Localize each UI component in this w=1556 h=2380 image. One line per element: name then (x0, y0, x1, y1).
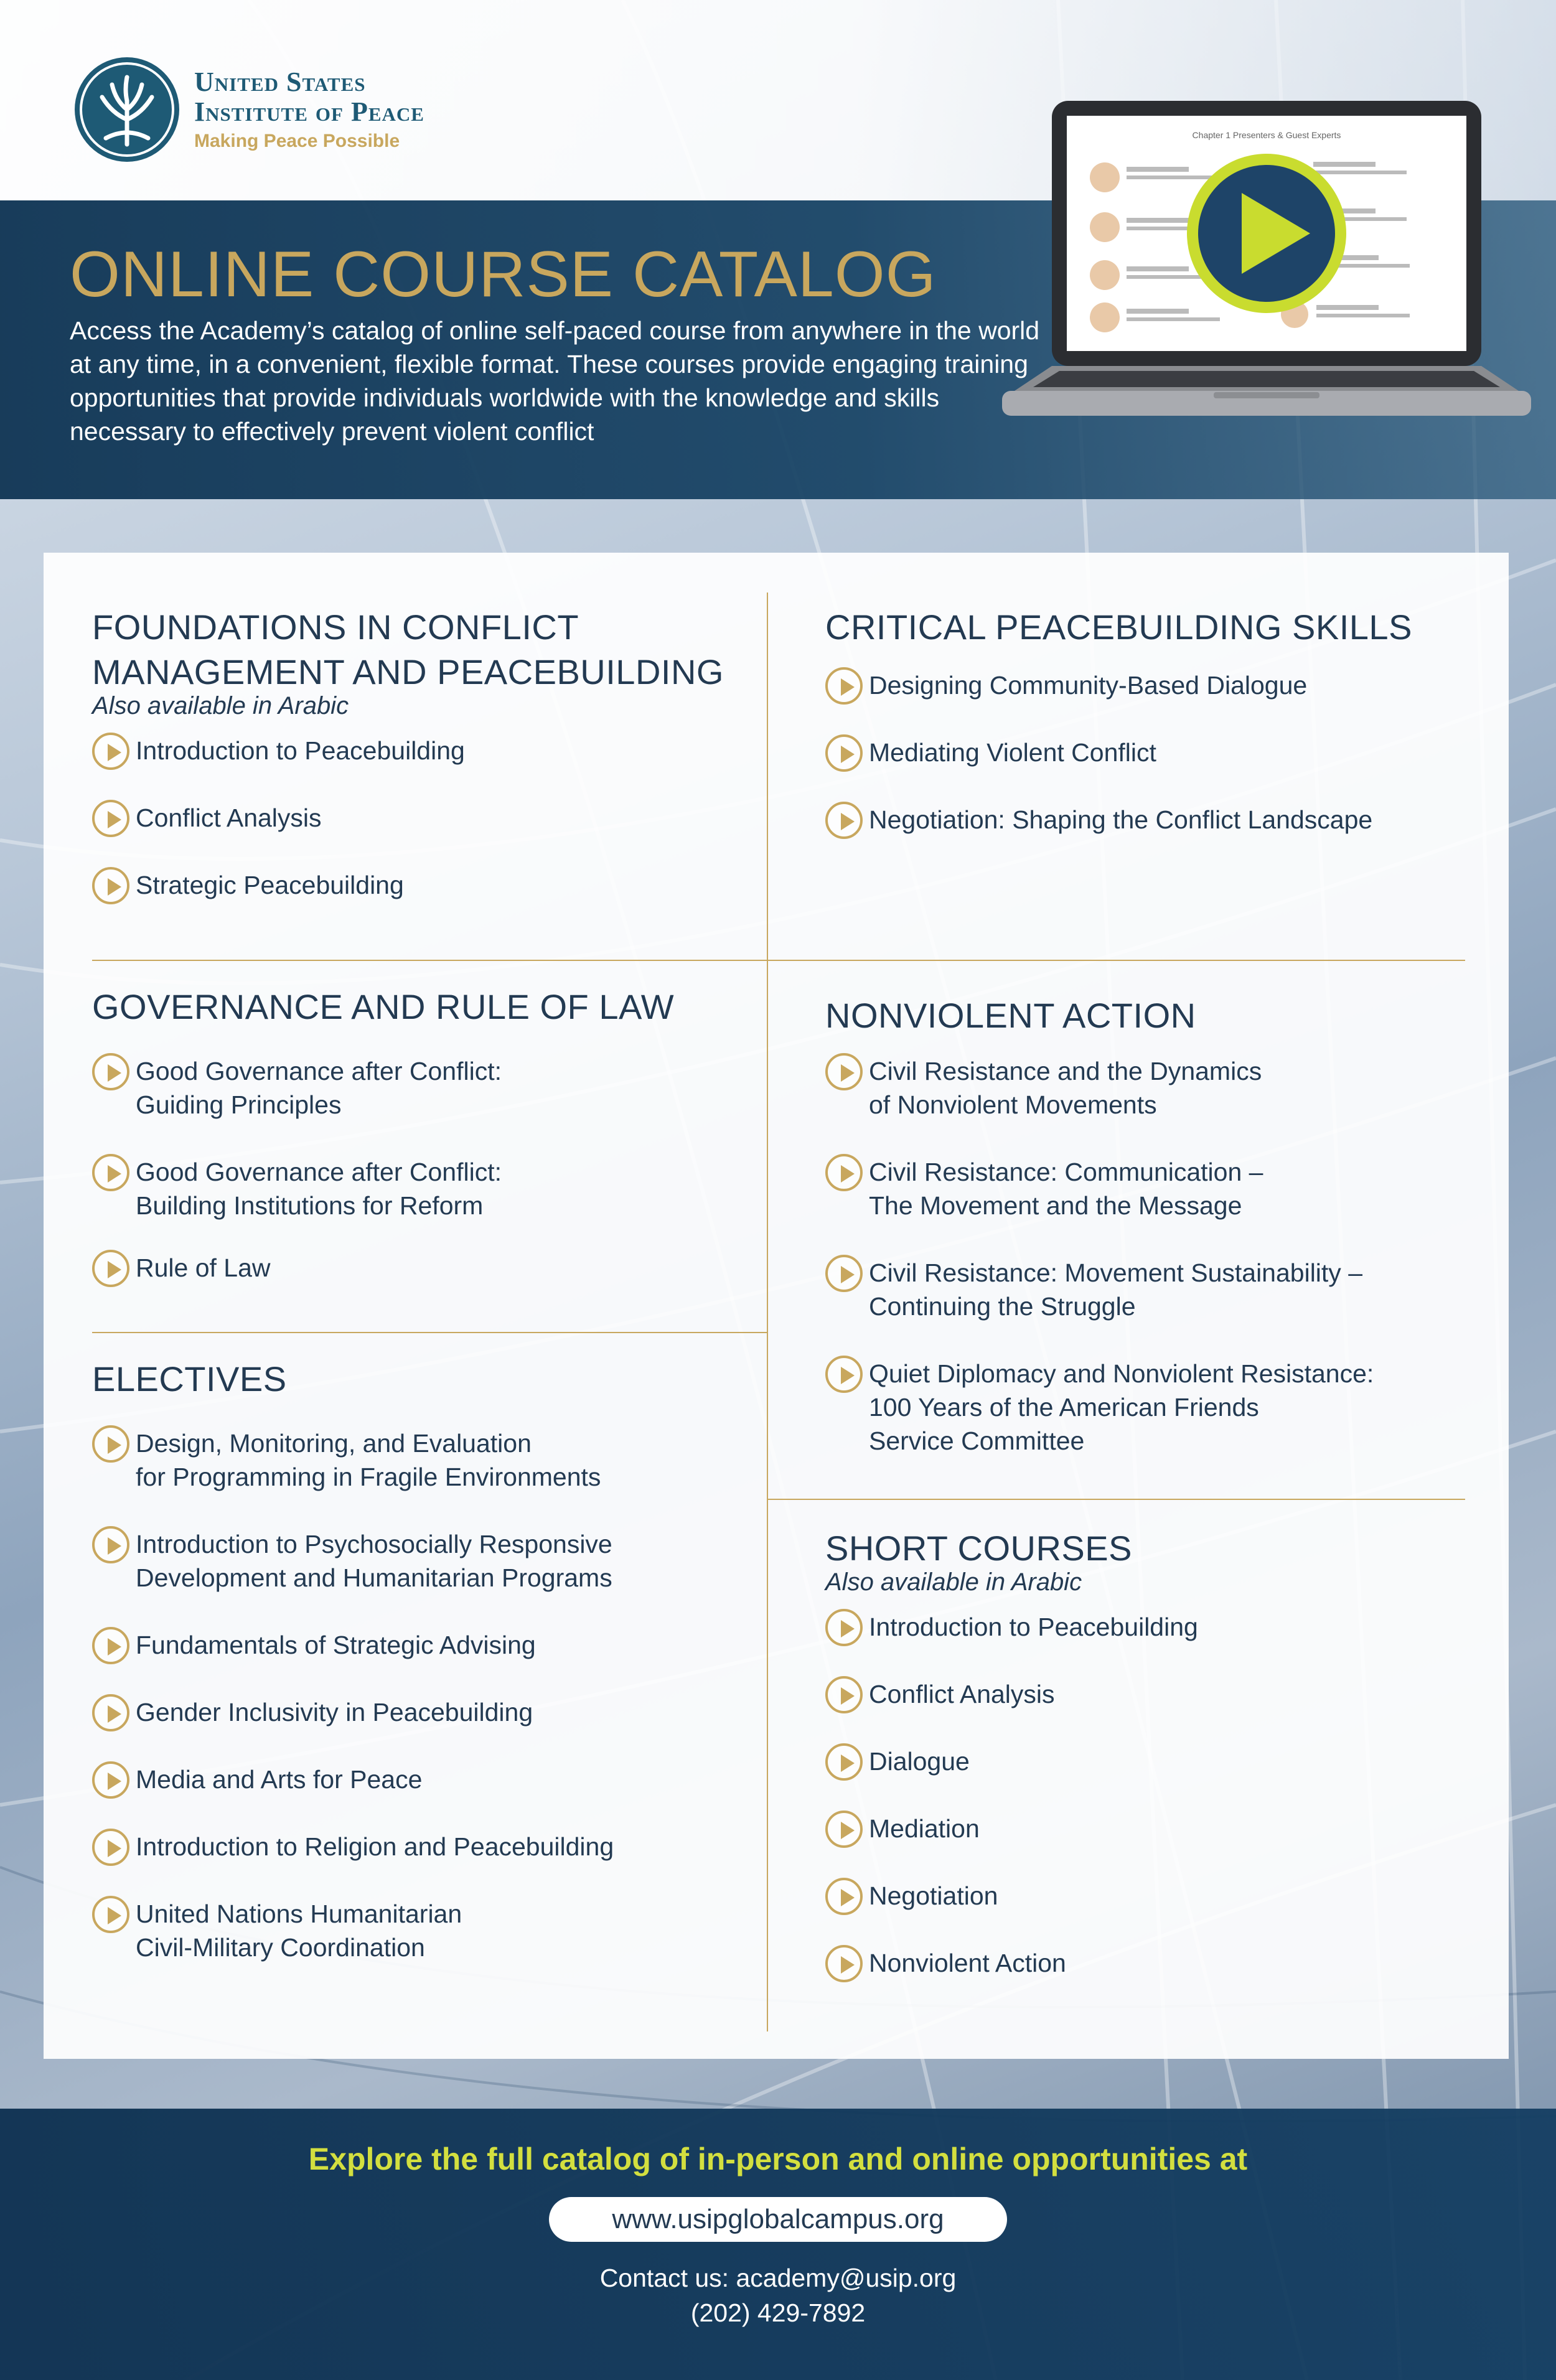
course-item[interactable] (92, 1628, 752, 1695)
column-divider (767, 593, 768, 2031)
play-icon (825, 802, 863, 839)
course-label: Civil Resistance: Movement Sustainability – (869, 1258, 1362, 1287)
play-icon (825, 667, 863, 705)
play-icon (92, 867, 129, 904)
course-item[interactable] (92, 1897, 752, 1964)
play-icon (92, 1250, 129, 1287)
course-label: United Nations Humanitarian (136, 1900, 462, 1928)
usip-seal-icon (75, 57, 179, 162)
section-short-courses (825, 1526, 1466, 2013)
play-icon (92, 1896, 129, 1933)
course-item[interactable] (825, 1155, 1466, 1256)
catalog-url-link[interactable]: www.usipglobalcampus.org (549, 2197, 1007, 2242)
play-icon (825, 1154, 863, 1191)
course-label: Good Governance after Conflict: (136, 1158, 502, 1186)
course-label: Mediating Violent Conflict (869, 738, 1156, 767)
course-item[interactable] (92, 1427, 752, 1527)
course-label: Nonviolent Action (869, 1949, 1066, 1977)
course-label: Civil-Military Coordination (136, 1933, 425, 1962)
section-critical-skills (825, 605, 1466, 870)
course-label: Negotiation: Shaping the Conflict Landscape (869, 805, 1373, 834)
course-label: Introduction to Peacebuilding (136, 736, 465, 765)
course-item[interactable] (825, 736, 1466, 803)
brand-name-line2: Institute of Peace (194, 96, 424, 127)
section-title: ELECTIVES (92, 1359, 287, 1398)
brand-tagline: Making Peace Possible (194, 131, 400, 151)
course-item[interactable] (92, 801, 752, 868)
contact-phone[interactable]: (202) 429-7892 (690, 2298, 866, 2327)
section-title: SHORT COURSES (825, 1529, 1132, 1568)
course-label: Design, Monitoring, and Evaluation (136, 1429, 532, 1458)
course-label: Negotiation (869, 1881, 998, 1910)
play-icon (92, 1154, 129, 1191)
course-label: of Nonviolent Movements (869, 1090, 1157, 1119)
course-label: The Movement and the Message (869, 1191, 1242, 1220)
course-label: Rule of Law (136, 1253, 271, 1282)
section-title: NONVIOLENT ACTION (825, 996, 1196, 1035)
course-label: Civil Resistance: Communication – (869, 1158, 1263, 1186)
play-icon (92, 1694, 129, 1731)
play-icon (92, 1829, 129, 1866)
brand-name-line1: United States (194, 67, 366, 97)
contact-email[interactable]: Contact us: academy@usip.org (599, 2264, 957, 2292)
course-label: Designing Community-Based Dialogue (869, 671, 1308, 700)
course-label: Conflict Analysis (136, 803, 322, 832)
course-label: Mediation (869, 1814, 980, 1843)
course-label: Introduction to Religion and Peacebuilding (136, 1832, 614, 1861)
course-label: Fundamentals of Strategic Advising (136, 1631, 536, 1659)
section-title: CRITICAL PEACEBUILDING SKILLS (825, 607, 1412, 647)
course-label: Building Institutions for Reform (136, 1191, 484, 1220)
row-divider-right (767, 1499, 1465, 1500)
section-subtitle: Also available in Arabic (825, 1568, 1082, 1596)
section-title: GOVERNANCE AND RULE OF LAW (92, 987, 675, 1026)
play-icon (92, 1526, 129, 1563)
course-label: Civil Resistance and the Dynamics (869, 1057, 1262, 1085)
course-item[interactable] (825, 1946, 1466, 2013)
play-icon (92, 1761, 129, 1799)
course-item[interactable] (825, 1677, 1466, 1745)
play-icon (825, 1945, 863, 1982)
course-item[interactable] (92, 1251, 752, 1287)
course-label: Dialogue (869, 1747, 970, 1776)
section-governance (92, 985, 752, 1287)
course-item[interactable] (92, 734, 752, 801)
course-label: Continuing the Struggle (869, 1292, 1136, 1321)
course-video-laptop[interactable] (1002, 100, 1531, 461)
hero-description: Access the Academy’s catalog of online self-paced course from anywhere in the world at any time, in a convenient, flexible format. These courses provide engaging training opportunities that provide individuals worldwide with the knowledge and skills necessary to effectively prevent violent conflict (70, 316, 1040, 446)
course-item[interactable] (825, 1054, 1466, 1155)
course-item[interactable] (92, 1527, 752, 1628)
row-divider-1 (92, 960, 1465, 961)
course-item[interactable] (825, 668, 1466, 736)
play-icon (825, 734, 863, 772)
laptop-screen-heading: Chapter 1 Presenters & Guest Experts (1192, 130, 1341, 140)
play-icon (92, 1053, 129, 1090)
section-title: MANAGEMENT AND PEACEBUILDING (92, 652, 724, 691)
course-label: Gender Inclusivity in Peacebuilding (136, 1698, 533, 1726)
play-icon (825, 1255, 863, 1292)
course-item[interactable] (825, 1745, 1466, 1812)
course-label: Introduction to Peacebuilding (869, 1613, 1198, 1641)
row-divider-left (92, 1332, 767, 1333)
course-label: Guiding Principles (136, 1090, 342, 1119)
footer-cta: Explore the full catalog of in-person and online opportunities at (308, 2142, 1248, 2176)
play-icon (92, 733, 129, 770)
course-item[interactable] (92, 1054, 752, 1155)
play-icon (825, 1743, 863, 1781)
play-icon (825, 1609, 863, 1646)
course-item[interactable] (92, 1695, 752, 1763)
play-icon (825, 1676, 863, 1713)
play-icon (825, 1811, 863, 1848)
section-electives (92, 1357, 752, 1964)
section-foundations (92, 605, 752, 935)
course-label: Good Governance after Conflict: (136, 1057, 502, 1085)
course-item[interactable] (825, 803, 1466, 870)
section-subtitle: Also available in Arabic (92, 692, 349, 719)
course-item[interactable] (92, 1155, 752, 1251)
course-item[interactable] (92, 1763, 752, 1830)
course-label: for Programming in Fragile Environments (136, 1463, 601, 1491)
play-icon (825, 1356, 863, 1393)
play-icon (825, 1878, 863, 1915)
footer-contact (0, 2261, 1556, 2330)
course-label: Development and Humanitarian Programs (136, 1563, 612, 1592)
course-item[interactable] (825, 1357, 1466, 1458)
page-title: ONLINE COURSE CATALOG (70, 238, 937, 311)
course-label: 100 Years of the American Friends (869, 1393, 1259, 1422)
play-icon (92, 1425, 129, 1463)
usip-logo[interactable] (75, 57, 424, 162)
play-video-icon (1187, 154, 1346, 313)
course-label: Conflict Analysis (869, 1680, 1055, 1708)
course-item[interactable] (92, 868, 752, 935)
play-icon (92, 1627, 129, 1664)
play-icon (92, 800, 129, 837)
course-label: Quiet Diplomacy and Nonviolent Resistance: (869, 1359, 1374, 1388)
course-label: Strategic Peacebuilding (136, 871, 404, 899)
play-icon (825, 1053, 863, 1090)
course-item[interactable] (825, 1879, 1466, 1946)
course-item[interactable] (825, 1610, 1466, 1677)
course-label: Service Committee (869, 1427, 1085, 1455)
section-title: FOUNDATIONS IN CONFLICT (92, 607, 579, 647)
course-item[interactable] (92, 1830, 752, 1897)
course-item[interactable] (825, 1812, 1466, 1879)
course-item[interactable] (825, 1256, 1466, 1357)
course-label: Introduction to Psychosocially Responsive (136, 1530, 612, 1558)
course-label: Media and Arts for Peace (136, 1765, 423, 1794)
section-nonviolent-action (825, 993, 1466, 1458)
